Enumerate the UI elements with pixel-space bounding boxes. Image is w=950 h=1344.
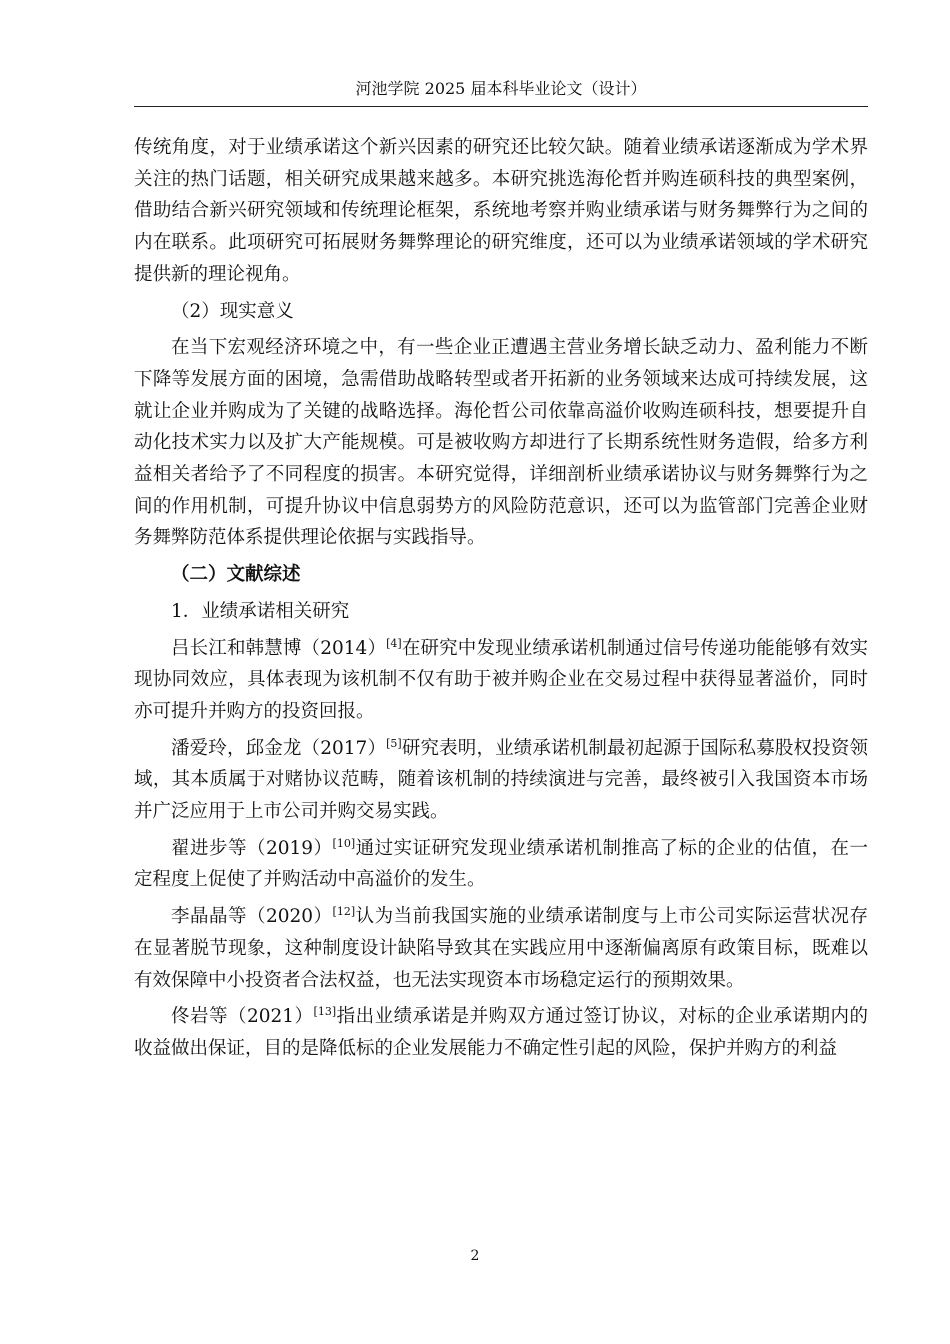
reference-marker: [13] [313,1005,337,1019]
citation-text: 研究表明，业绩承诺机制最初起源于国际私募股权投资领域，其本质属于对赌协议范畴，随着该机制的持续演进与完善，最终被引入我国资本市场并广泛应用于上市公司并购交易实践。 [134,737,868,823]
reference-marker: [4] [386,636,402,650]
citation-authors: 吕长江和韩慧博（2014） [171,637,387,659]
citation-text: 在研究中发现业绩承诺机制通过信号传递功能能够有效实现协同效应，具体表现为该机制不仅有助于被并购企业在交易过程中获得显著溢价，同时亦可提升并购方的投资回报。 [134,637,868,722]
body-text [134,132,868,1065]
citation-authors: 翟进步等（2019） [171,837,333,859]
page-header [134,78,868,107]
reference-marker: [10] [332,836,356,850]
reference-marker: [12] [332,905,356,919]
citation-text: 认为当前我国实施的业绩承诺制度与上市公司实际运营状况存在显著脱节现象，这种制度设计缺陷导致其在实践应用中逐渐偏离原有政策目标，既难以有效保障中小投资者合法权益，也无法实现资本市场稳定运行的预期效果。 [134,906,868,991]
citation-text: 指出业绩承诺是并购双方通过签订协议，对标的企业承诺期内的收益做出保证，目的是降低标的企业发展能力不确定性引起的风险，保护并购方的利益 [134,1006,868,1059]
citation-authors: 潘爱玲，邱金龙（2017） [171,737,387,759]
paragraph-citation-10 [134,833,868,896]
heading-literature-review: （二）文献综述 [171,564,301,586]
paragraph-citation-13 [134,1001,868,1064]
heading-performance-commitment-research: 1．业绩承诺相关研究 [171,600,350,622]
paragraph-citation-4 [134,633,868,728]
heading-practical-significance: （2）现实意义 [171,300,294,322]
page-number: 2 [470,1248,480,1264]
paragraph-theoretical-significance: 传统角度，对于业绩承诺这个新兴因素的研究还比较欠缺。随着业绩承诺逐渐成为学术界关注的热门话题，相关研究成果越来越多。本研究挑选海伦哲并购连硕科技的典型案例，借助结合新兴研究领域和传统理论框架，系统地考察并购业绩承诺与财务舞弊行为之间的内在联系。此项研究可拓展财务舞弊理论的研究维度，还可以为业绩承诺领域的学术研究提供新的理论视角。 [134,137,868,285]
citation-authors: 佟岩等（2021） [171,1006,314,1028]
citation-authors: 李晶晶等（2020） [171,906,333,928]
header-title: 河池学院 2025 届本科毕业论文（设计） [355,79,647,98]
paragraph-citation-12 [134,901,868,996]
paragraph-citation-5 [134,733,868,828]
paragraph-practical-significance: 在当下宏观经济环境之中，有一些企业正遭遇主营业务增长缺乏动力、盈利能力不断下降等发展方面的困境，急需借助战略转型或者开拓新的业务领域来达成可持续发展，这就让企业并购成为了关键的战略选择。海伦哲公司依靠高溢价收购连硕科技，想要提升自动化技术实力以及扩大产能规模。可是被收购方却进行了长期系统性财务造假，给多方利益相关者给予了不同程度的损害。本研究觉得，详细剖析业绩承诺协议与财务舞弊行为之间的作用机制，可提升协议中信息弱势方的风险防范意识，还可以为监管部门完善企业财务舞弊防范体系提供理论依据与实践指导。 [134,337,868,549]
citation-text: 通过实证研究发现业绩承诺机制推高了标的企业的估值，在一定程度上促使了并购活动中高溢价的发生。 [134,837,868,891]
reference-marker: [5] [386,736,402,750]
